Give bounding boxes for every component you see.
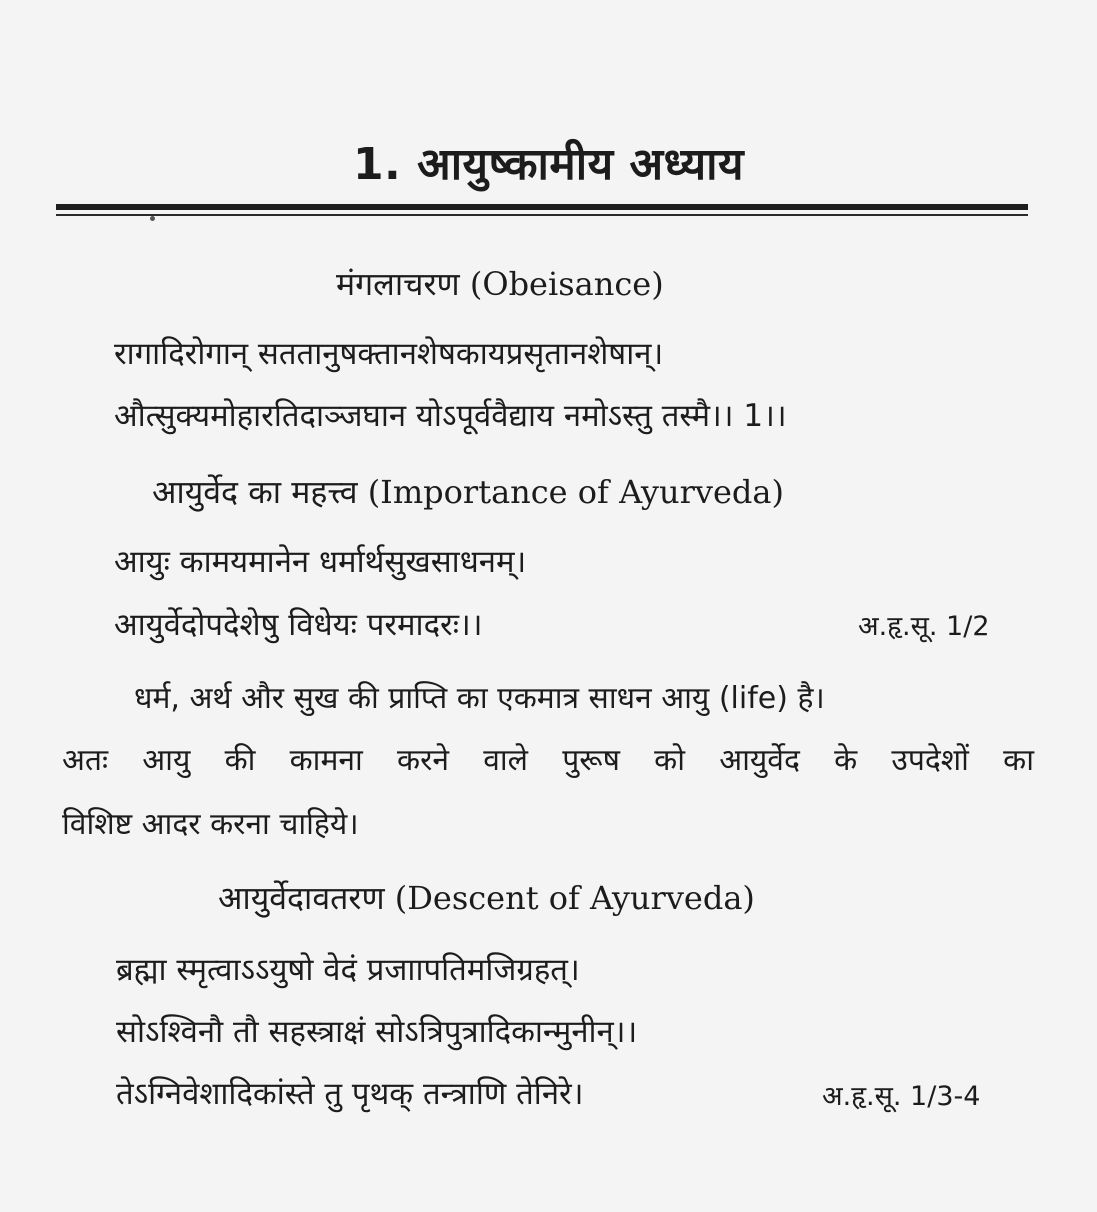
chapter-title: 1. आयुष्कामीय अध्याय xyxy=(352,139,745,190)
explanation-line: विशिष्ट आदर करना चाहिये। xyxy=(62,807,359,842)
section-heading-obeisance: मंगलाचरण (Obeisance) xyxy=(336,265,664,303)
section-heading-descent: आयुर्वेदावतरण (Descent of Ayurveda) xyxy=(218,879,755,917)
verse-line: ब्रह्मा स्मृत्वाऽऽयुषो वेदं प्रजाापतिमजिग्रहत्। xyxy=(116,952,580,988)
title-rule-thin xyxy=(56,214,1028,216)
verse-line: तेऽग्निवेशादिकांस्ते तु पृथक् तन्त्राणि तेनिरे। xyxy=(116,1076,584,1112)
explanation-line: अतः आयु की कामना करने वाले पुरूष को आयुर्वेद के उपदेशों का xyxy=(62,743,1034,778)
verse-line: आयुः कामयमानेन धर्मार्थसुखसाधनम्। xyxy=(114,544,527,580)
title-rule-thick xyxy=(56,204,1028,210)
section-heading-importance: आयुर्वेद का महत्त्व (Importance of Ayurveda) xyxy=(152,473,784,511)
verse-reference: अ.हृ.सू. 1/2 xyxy=(858,611,990,642)
verse-line: रागादिरोगान् सततानुषक्तानशेषकायप्रसृतानशेषान्। xyxy=(114,336,664,372)
verse-line: औत्सुक्यमोहारतिदाञ्जघान योऽपूर्ववैद्याय नमोऽस्तु तस्मै।। 1।। xyxy=(114,398,787,434)
explanation-line: धर्म, अर्थ और सुख की प्राप्ति का एकमात्र साधन आयु (life) है। xyxy=(134,681,825,716)
verse-line: आयुर्वेदोपदेशेषु विधेयः परमादरः।। xyxy=(114,607,483,643)
verse-line: सोऽश्विनौ तौ सहस्त्राक्षं सोऽत्रिपुत्रादिकान्मुनीन्।। xyxy=(116,1014,638,1050)
print-speck xyxy=(150,216,155,221)
verse-reference: अ.हृ.सू. 1/3-4 xyxy=(822,1081,981,1112)
